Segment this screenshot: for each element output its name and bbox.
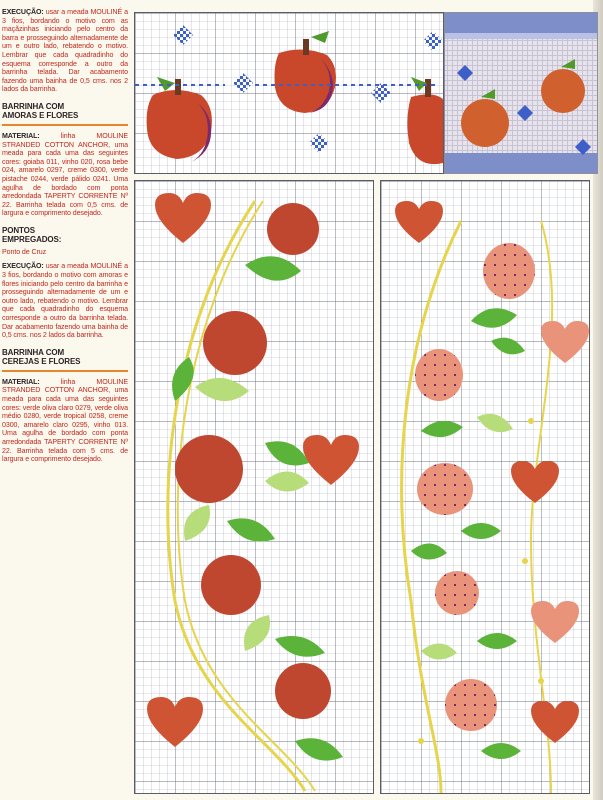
material-text: linha MOULINE STRANDED COTTON ANCHOR, uma meada para cada uma das seguintes cores: verde oliva claro 0279, verde oliva médio 0280, verde tropical 0258, creme 0300, amarelo claro 0295, vinho 013. Uma agulha de bordado com ponta arredondada TAPERTY CORRENTE Nº 22. Barrinha telada com 5 cms. de largura e comprimento desejado. <box>2 377 129 464</box>
section-title-cherries <box>2 348 128 367</box>
execution-heading: EXECUÇÃO: <box>2 262 44 271</box>
cherries-material-paragraph <box>2 378 128 464</box>
top-execution-paragraph <box>2 8 128 94</box>
cherry-motif <box>275 663 331 719</box>
top-execution-text: usar a meada MOULINÉ a 3 fios, bordando o motivo com as maçãzinhas iniciando pelo centro da barra e prosseguindo alternadamente de um e outro lado, rebatendo o motivo. Lembrar que cada quadradinho do esquema corresponde a outro da barrinha telada. Dar acabamento fazendo uma bainha de 0,5 cms. nos 2 lados da barrinha. <box>2 8 128 94</box>
strawberry-border-chart <box>380 180 590 794</box>
cherry-motif <box>201 555 261 615</box>
points-text: Ponto de Cruz <box>2 247 47 256</box>
stitched-sample-image <box>445 13 597 173</box>
cherry-motif <box>175 435 243 503</box>
section-title-line: BARRINHA COM <box>2 347 65 357</box>
material-text: linha MOULINE STRANDED COTTON ANCHOR, uma meada para cada uma das seguintes cores: goiaba 011, vinho 020, rosa bebe 024, amarelo 0297, creme 0300, verde pistache 0244, verde pálido 0241. Uma agulha de bordado com ponta arredondada TAPERTY CORRENTE Nº 22. Barrinha telada com 0,5 cms. de largura e comprimento desejado. <box>2 131 129 218</box>
strawberry-motif <box>445 679 497 731</box>
material-heading: MATERIAL: <box>2 131 40 140</box>
section-title-strawberries <box>2 102 128 121</box>
cherry-motif <box>267 203 319 255</box>
strawberries-material-paragraph <box>2 132 128 218</box>
section-title-line: CEREJAS E FLORES <box>2 357 81 367</box>
section-title-line: BARRINHA COM <box>2 101 65 111</box>
instructions-column <box>2 8 128 470</box>
points-heading <box>2 226 128 245</box>
material-heading: MATERIAL: <box>2 377 40 386</box>
cherry-border-pattern <box>135 181 373 793</box>
cherry-border-chart <box>134 180 374 794</box>
section-divider <box>2 124 128 126</box>
strawberries-execution-paragraph <box>2 262 128 339</box>
strawberry-border-pattern <box>381 181 589 793</box>
strawberry-motif <box>415 349 463 401</box>
section-title-line: AMORAS E FLORES <box>2 111 79 121</box>
top-execution-heading: EXECUÇÃO: <box>2 8 44 16</box>
section-divider <box>2 370 128 372</box>
strawberry-motif <box>417 463 473 515</box>
points-heading-line: PONTOS <box>2 225 36 235</box>
points-heading-line: EMPREGADOS: <box>2 235 62 245</box>
strawberry-motif <box>435 571 479 615</box>
apple-border-pattern <box>135 13 443 173</box>
strawberry-motif <box>483 243 535 299</box>
apple-border-chart <box>134 12 444 174</box>
cherry-motif <box>203 311 267 375</box>
execution-text: usar a meada MOULINÉ a 3 fios, bordando o motivo com amoras e flores iniciando pelo centro da barrinha e prosseguindo alternadamente de um e outro lado, rebatendo o motivo. Lembrar que cada quadradinho do esquema corresponde a outro da barrinha telada. Dar acabamento fazendo uma bainha de 0,5 cms. nos 2 lados da barrinha. <box>2 262 128 340</box>
stitched-apple-photo <box>444 12 598 174</box>
